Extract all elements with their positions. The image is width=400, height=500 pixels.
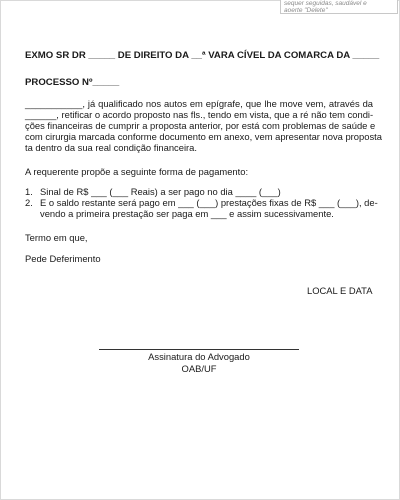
margin-note-line-1: sequer seguidas, saudável e (284, 0, 367, 7)
local-date: LOCAL E DATA (307, 285, 373, 296)
process-number: PROCESSO Nº_____ (25, 77, 120, 88)
paragraph-line-3: ções financeiras de cumprir a proposta anterior, por está com problemas de saúde e (25, 120, 376, 131)
paragraph-line-1: ___________, já qualificado nos autos em epígrafe, que lhe move vem, através da (25, 98, 373, 109)
paragraph-line-5: ta dentro da sua real condição financeira. (25, 142, 197, 153)
item-2-line-2: vendo a primeira prestação ser paga em ___ e assim sucessivamente. (40, 208, 334, 219)
paragraph-line-4: com cirurgia marcada conforme documento em anexo, vem apresentar nova proposta (25, 131, 382, 142)
margin-note-line-2: aoerte "Delete" (284, 7, 328, 14)
payment-intro: A requerente propõe a seguinte forma de pagamento: (25, 166, 249, 177)
request-text: Pede Deferimento (25, 253, 101, 264)
item-2-line-1: E o saldo restante será pago em ___ (___) prestações fixas de R$ ___ (___), de- (40, 197, 378, 208)
oab-label: OAB/UF (181, 363, 217, 374)
item-number-2: 2. (25, 197, 33, 208)
court-heading: EXMO SR DR _____ DE DIREITO DA __ª VARA CÍVEL DA COMARCA DA _____ (25, 50, 380, 61)
item-number-1: 1. (25, 186, 33, 197)
margin-note (280, 0, 398, 14)
signature-line (99, 349, 299, 350)
item-1-line-1: Sinal de R$ ___ (___ Reais) a ser pago no dia ____ (___) (40, 186, 281, 197)
signature-label: Assinatura do Advogado (148, 351, 250, 362)
closing-text: Termo em que, (25, 232, 88, 243)
paragraph-line-2: ______, retificar o acordo proposto nas fls., tendo em vista, que a ré não tem condi- (25, 109, 374, 120)
